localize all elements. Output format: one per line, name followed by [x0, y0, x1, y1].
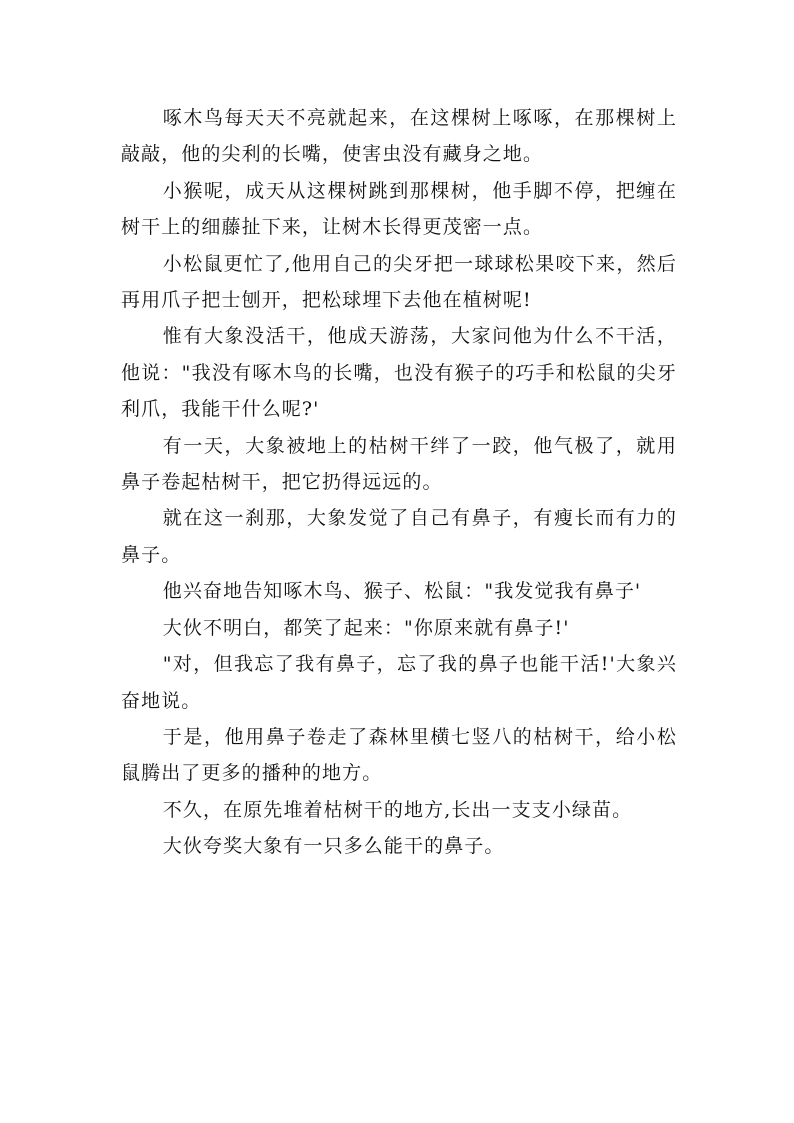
- paragraph-monkey: 小猴呢，成天从这棵树跳到那棵树，他手脚不停，把缠在树干上的细藤扯下来，让树木长得更茂密一点。: [121, 179, 677, 239]
- paragraph-announcement: 他兴奋地告知啄木鸟、猴子、松鼠："我发觉我有鼻子': [162, 580, 642, 603]
- paragraph-seedlings: 不久，在原先堆着枯树干的地方,长出一支支小绿苗。: [162, 798, 633, 821]
- paragraph-squirrel: 小松鼠更忙了,他用自己的尖牙把一球球松果咬下来，然后再用爪子把士刨开，把松球埋下去他在植树呢!: [121, 252, 677, 312]
- paragraph-laughter: 大伙不明白，都笑了起来："你原来就有鼻子!': [162, 616, 570, 639]
- paragraph-praise: 大伙夸奖大象有一只多么能干的鼻子。: [162, 835, 505, 858]
- paragraph-reply: "对，但我忘了我有鼻子，忘了我的鼻子也能干活!'大象兴奋地说。: [121, 653, 677, 712]
- story-body: [121, 100, 677, 865]
- paragraph-discovery: 就在这一刹那，大象发觉了自己有鼻子，有瘦长而有力的鼻子。: [121, 507, 677, 566]
- paragraph-elephant-idle: 惟有大象没活干，他成天游荡，大家问他为什么不干活，他说："我没有啄木鸟的长嘴，也没有猴子的巧手和松鼠的尖牙利爪，我能干什么呢?': [121, 325, 677, 421]
- paragraph-woodpecker: 啄木鸟每天天不亮就起来，在这棵树上啄啄，在那棵树上敲敲，他的尖利的长嘴，使害虫没有藏身之地。: [121, 107, 677, 166]
- paragraph-clearing: 于是，他用鼻子卷走了森林里横七竖八的枯树干，给小松鼠腾出了更多的播种的地方。: [121, 725, 677, 785]
- paragraph-elephant-trips: 有一天，大象被地上的枯树干绊了一跤，他气极了，就用鼻子卷起枯树干，把它扔得远远的。: [121, 434, 677, 494]
